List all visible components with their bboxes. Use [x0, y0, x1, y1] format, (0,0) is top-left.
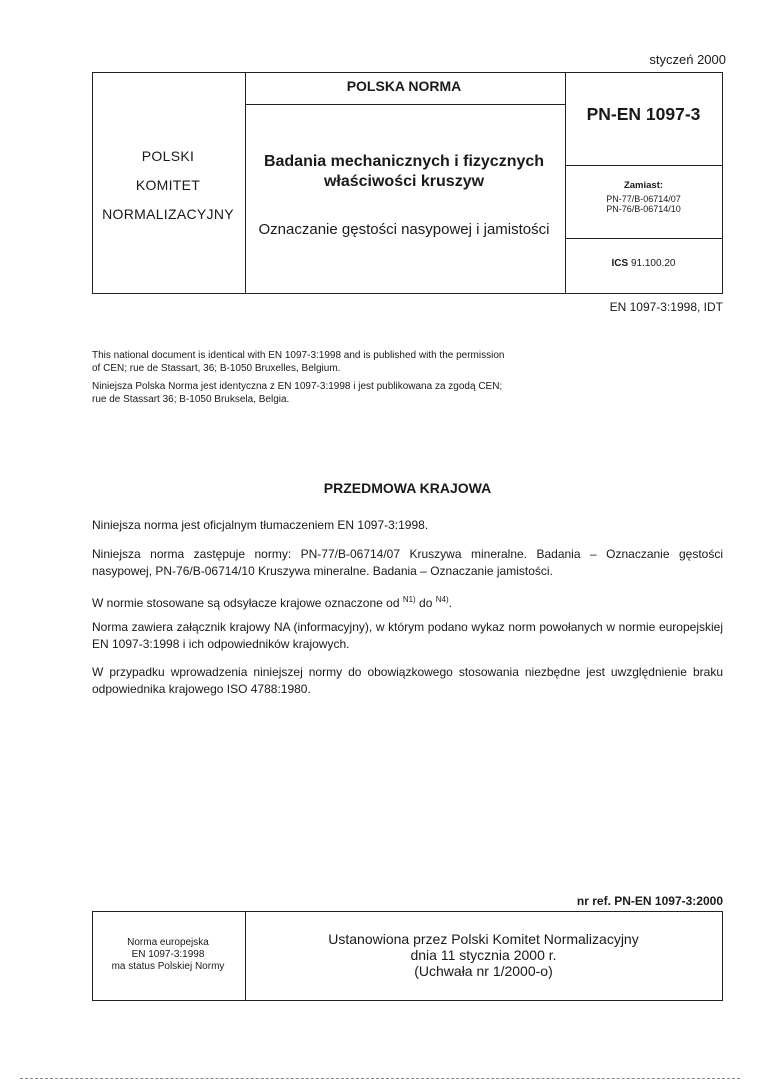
- foreword-paragraph: Niniejsza norma jest oficjalnym tłumaczeniem EN 1097-3:1998.: [92, 518, 429, 532]
- committee-name: [92, 142, 244, 229]
- title-line: Badania mechanicznych i fizycznych: [263, 153, 545, 170]
- foreword-paragraph: W normie stosowane są odsyłacze krajowe oznaczone od $^{N1)}$ do $^{N4)}$.: [92, 595, 452, 610]
- foreword-heading: PRZEDMOWA KRAJOWA: [323, 480, 492, 496]
- ics-code: [564, 258, 723, 269]
- footnote-ref: N1): [402, 595, 416, 604]
- european-norm-status: Norma europejska EN 1097-3:1998 ma status Polskiej Normy: [111, 937, 225, 972]
- title-line: właściwości kruszyw: [323, 173, 485, 190]
- foreword-paragraph: Niniejsza norma zastępuje normy: PN-77/B-06714/07 Kruszywa mineralne. Badania – Oznaczanie gęstości nasypowej, PN-76/B-06714/10 Kruszywa mineralne. Badania – Oznaczanie jamistości.: [92, 547, 723, 578]
- foreword-paragraph: Norma zawiera załącznik krajowy NA (informacyjny), w którym podano wykaz norm powołanych w normie europejskiej EN 1097-3:1998 i ich odpowiedników krajowych.: [92, 620, 723, 651]
- replaces-label: Zamiast:: [623, 180, 664, 191]
- document-title: [244, 152, 564, 192]
- replaced-standard: PN-76/B-06714/10: [606, 204, 681, 214]
- committee-line: POLSKI: [141, 148, 195, 164]
- footnote-ref: N4): [435, 595, 449, 604]
- equivalence-statement: EN 1097-3:1998, IDT: [609, 300, 723, 314]
- document-subtitle: Oznaczanie gęstości nasypowej i jamistości: [258, 221, 550, 238]
- issue-date: styczeń 2000: [649, 52, 726, 67]
- scan-edge-line: [20, 1078, 740, 1079]
- foreword-paragraph: W przypadku wprowadzenia niniejszej normy do obowiązkowego stosowania niezbędne jest uwzględnienie braku odpowiednika krajowego ISO 4788:1980.: [92, 665, 723, 696]
- committee-line: NORMALIZACYJNY: [102, 206, 234, 222]
- establishment-statement: Ustanowiona przez Polski Komitet Normalizacyjny dnia 11 stycznia 2000 r. (Uchwała nr 1/2000-o): [328, 931, 639, 979]
- committee-line: KOMITET: [135, 177, 201, 193]
- reference-number: nr ref. PN-EN 1097-3:2000: [576, 894, 723, 908]
- standard-number: PN-EN 1097-3: [586, 104, 701, 124]
- ics-label: ICS: [611, 258, 629, 269]
- norm-type: POLSKA NORMA: [346, 78, 462, 94]
- english-note: This national document is identical with EN 1097-3:1998 and is published with the permission of CEN; rue de Stassart, 36; B-1050 Bruxelles, Belgium.: [92, 350, 505, 374]
- ics-value: 91.100.20: [630, 258, 676, 269]
- replaced-standard: PN-77/B-06714/07: [606, 194, 681, 204]
- polish-note: Niniejsza Polska Norma jest identyczna z EN 1097-3:1998 i jest publikowana za zgodą CEN; rue de Stassart 36; B-1050 Bruksela, Belgia.: [92, 381, 503, 405]
